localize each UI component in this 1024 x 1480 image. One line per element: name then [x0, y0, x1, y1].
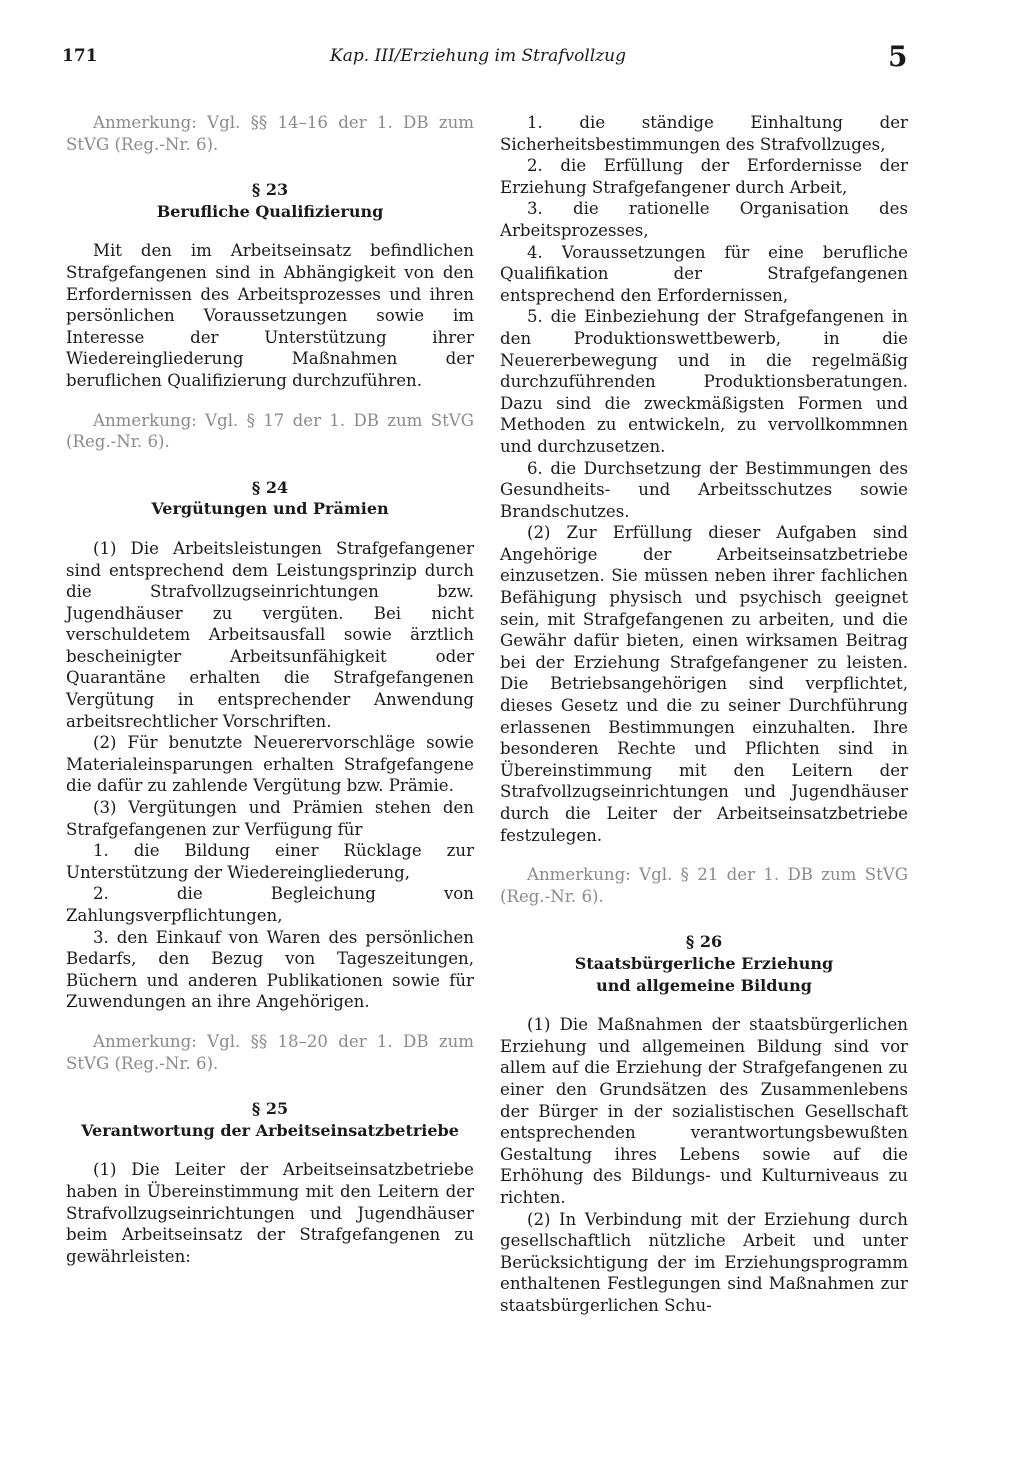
chapter-number: 5: [888, 40, 908, 73]
section-25-item-3: 3. die rationelle Organisation des Arbeitsprozesses,: [500, 199, 908, 240]
section-26-number: § 26: [685, 932, 723, 952]
section-25-item-5: 5. die Einbeziehung der Strafgefangenen in den Produktionswettbewerb, in die Neuererbewegung und in die regelmäßig durchzuführenden Produktionsberatungen. Dazu sind die zweckmäßigsten Formen und Methoden zu entwickeln, zu vervollkommnen und durchzusetzen.: [500, 307, 908, 456]
section-24-item-1: 1. die Bildung einer Rücklage zur Unterstützung der Wiedereingliederung,: [66, 841, 474, 882]
section-25-item-6: 6. die Durchsetzung der Bestimmungen des Gesundheits- und Arbeitsschutzes sowie Brandschutzes.: [500, 458, 908, 521]
page-number: 171: [62, 46, 98, 66]
note-1: Anmerkung: Vgl. §§ 14–16 der 1. DB zum StVG (Reg.-Nr. 6).: [66, 113, 474, 154]
section-26-para-1: (1) Die Maßnahmen der staatsbürgerlichen Erziehung und allgemeinen Bildung sind vor allem auf die Erziehung der Strafgefangenen zu einer den Grundsätzen des Zusammenlebens der Bürger in der sozialistischen Gesellschaft entsprechenden verantwortungsbewußten Gestaltung ihres Lebens sowie auf die Erhöhung des Bildungs- und Kulturniveaus zu richten.: [500, 1015, 908, 1207]
section-24-para-1: (1) Die Arbeitsleistungen Strafgefangener sind entsprechend dem Leistungsprinzip durch die Strafvollzugseinrichtungen bzw. Jugendhäuser zu vergüten. Bei nicht verschuldetem Arbeitsausfall sowie ärztlich bescheinigter Arbeitsunfähigkeit oder Quarantäne erhalten die Strafgefangenen Vergütung in entsprechender Anwendung arbeitsrechtlicher Vorschriften.: [66, 538, 474, 731]
section-25-number: § 25: [251, 1099, 289, 1119]
section-23-number: § 23: [251, 180, 289, 200]
section-24-item-3: 3. den Einkauf von Waren des persönlichen Bedarfs, den Bezug von Tageszeitungen, Büchern und anderen Publikationen sowie für Zuwendungen an ihre Angehörigen.: [66, 927, 474, 1012]
left-column: [66, 112, 474, 1267]
section-25-item-2: 2. die Erfüllung der Erfordernisse der Erziehung Strafgefangener durch Arbeit,: [500, 156, 908, 197]
section-25-title: Verantwortung der Arbeitseinsatzbetriebe: [81, 1120, 459, 1140]
note-3: Anmerkung: Vgl. §§ 18–20 der 1. DB zum StVG (Reg.-Nr. 6).: [66, 1031, 474, 1073]
section-25-para-2: (2) Zur Erfüllung dieser Aufgaben sind Angehörige der Arbeitseinsatzbetriebe einzusetzen. Sie müssen neben ihrer fachlichen Befähigung physisch und psychisch geeignet sein, mit Strafgefangenen zu arbeiten, und die Gewähr dafür bieten, einen wirksamen Beitrag bei der Erziehung Strafgefangener zu leisten. Die Betriebsangehörigen sind verpflichtet, dieses Gesetz und die zu seiner Durchführung erlassenen Bestimmungen einzuhalten. Ihre besonderen Rechte und Pflichten sind in Übereinstimmung mit den Leitern der Strafvollzugseinrichtungen und Jugendhäuser durch die Leiter der Arbeitseinsatzbetriebe festzulegen.: [500, 523, 908, 845]
section-23-title: Berufliche Qualifizierung: [156, 201, 384, 221]
section-26-title-line-1: Staatsbürgerliche Erziehung: [574, 953, 834, 973]
note-4: Anmerkung: Vgl. § 21 der 1. DB zum StVG (Reg.-Nr. 6).: [500, 865, 908, 906]
section-24-number: § 24: [251, 477, 289, 497]
section-23-text: Mit den im Arbeitseinsatz befindlichen Strafgefangenen sind in Abhängigkeit von den Erfordernissen des Arbeitsprozesses und ihren persönlichen Voraussetzungen sowie im Interesse der Unterstützung ihrer Wiedereingliederung Maßnahmen der beruflichen Qualifizierung durchzuführen.: [66, 241, 474, 390]
running-title: Kap. III/Erziehung im Strafvollzug: [330, 46, 627, 66]
section-24-para-2: (2) Für benutzte Neuerervorschläge sowie Materialeinsparungen erhalten Strafgefangene die dafür zu zahlende Vergütung bzw. Prämie.: [66, 733, 474, 796]
section-24-para-3: (3) Vergütungen und Prämien stehen den Strafgefangenen zur Verfügung für: [66, 798, 474, 839]
section-25-para-1: (1) Die Leiter der Arbeitseinsatzbetriebe haben in Übereinstimmung mit den Leitern der Strafvollzugseinrichtungen und Jugendhäuser beim Arbeitseinsatz der Strafgefangenen zu gewährleisten:: [66, 1160, 474, 1266]
section-24-title: Vergütungen und Prämien: [151, 499, 389, 519]
section-26-para-2: (2) In Verbindung mit der Erziehung durch gesellschaftlich nützliche Arbeit und unter Berücksichtigung der im Erziehungsprogramm enthaltenen Festlegungen sind Maßnahmen zur staatsbürgerlichen Schu-: [500, 1209, 908, 1315]
section-25-item-4: 4. Voraussetzungen für eine berufliche Qualifikation der Strafgefangenen entsprechend den Erfordernissen,: [500, 242, 908, 305]
section-26-title-line-2: und allgemeine Bildung: [596, 975, 812, 995]
section-25-item-1: 1. die ständige Einhaltung der Sicherheitsbestimmungen des Strafvollzuges,: [500, 113, 908, 154]
right-column: [500, 112, 908, 1316]
section-24-item-2: 2. die Begleichung von Zahlungsverpflichtungen,: [66, 884, 474, 925]
note-2: Anmerkung: Vgl. § 17 der 1. DB zum StVG (Reg.-Nr. 6).: [66, 410, 474, 452]
